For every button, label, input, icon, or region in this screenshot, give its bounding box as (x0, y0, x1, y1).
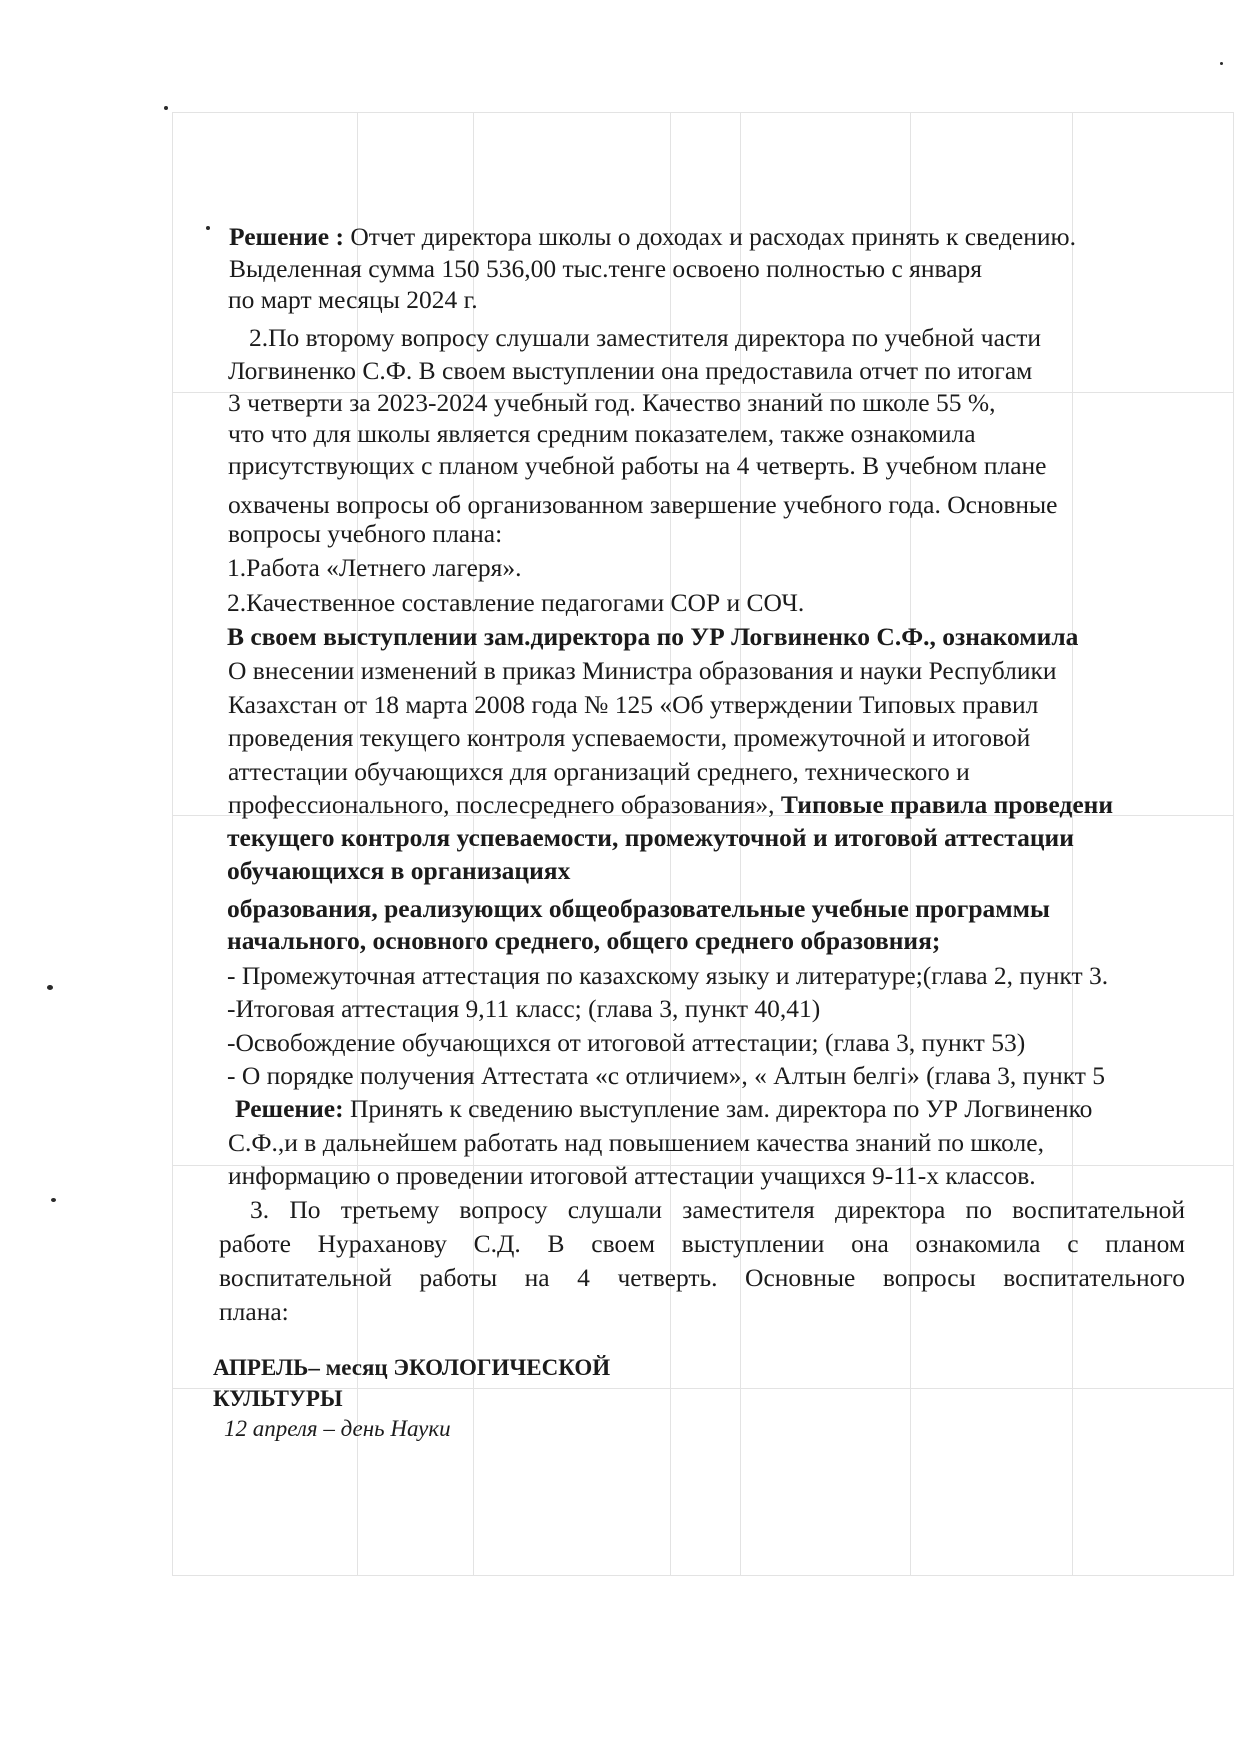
decision-2-line-3: информацию о проведении итоговой аттестации учащихся 9-11-х классов. (228, 1161, 1036, 1190)
decision-1-line-1: Решение : Отчет директора школы о доходах и расходах принять к сведению. (229, 222, 1076, 251)
rules-title-line: начального, основного среднего, общего среднего образовния; (227, 926, 941, 955)
decision-2-label: Решение: (235, 1094, 344, 1123)
attestation-bullet: -Освобождение обучающихся от итоговой аттестации; (глава 3, пункт 53) (227, 1028, 1026, 1057)
april-heading: АПРЕЛЬ– месяц ЭКОЛОГИЧЕСКОЙ (213, 1355, 611, 1380)
scan-speck (164, 106, 168, 110)
decision-1-line-2: Выделенная сумма 150 536,00 тыс.тенге освоено полностью с января (229, 254, 983, 283)
scan-speck (206, 226, 210, 230)
order-line: аттестации обучающихся для организаций среднего, технического и (228, 757, 970, 786)
decision-1-line-3: по март месяцы 2024 г. (228, 285, 478, 314)
item-2-line: что что для школы является средним показателем, также ознакомила (228, 419, 976, 448)
science-day: 12 апреля – день Науки (224, 1416, 451, 1441)
rules-title-line: текущего контроля успеваемости, промежуточной и итоговой аттестации (227, 823, 1074, 852)
item-2-line: 1.Работа «Летнего лагеря». (227, 553, 522, 582)
order-line: Казахстан от 18 марта 2008 года № 125 «Об утверждении Типовых правил (228, 690, 1039, 719)
decision-1-label: Решение : (229, 222, 344, 251)
item-2-line: вопросы учебного плана: (228, 519, 503, 548)
attestation-bullet: - Промежуточная аттестация по казахскому языку и литературе;(глава 2, пункт 3. (227, 961, 1109, 990)
scan-speck (1220, 62, 1223, 65)
item-3-line: 3. По третьему вопросу слушали заместителя директора по воспитательной (250, 1195, 1185, 1224)
bleed-through-line (1233, 112, 1234, 1575)
rules-title-line: обучающихся в организациях (227, 856, 571, 885)
item-2-line: 2.По второму вопросу слушали заместителя директора по учебной части (249, 323, 1042, 352)
attestation-bullet: - О порядке получения Аттестата «с отличием», « Алтын белгі» (глава 3, пункт 5 (227, 1061, 1106, 1090)
bleed-through-line (172, 112, 1234, 113)
speech-heading: В своем выступлении зам.директора по УР Логвиненко С.Ф., ознакомила (227, 622, 1079, 651)
order-line-last: профессионального, послесреднего образования», Типовые правила проведени (228, 790, 1114, 819)
order-line: проведения текущего контроля успеваемости, промежуточной и итоговой (228, 723, 1031, 752)
bleed-through-line (172, 1575, 1234, 1576)
decision-2-line-1: Решение: Принять к сведению выступление зам. директора по УР Логвиненко (235, 1094, 1093, 1123)
item-3-line: воспитательной работы на 4 четверть. Основные вопросы воспитательного (219, 1263, 1185, 1292)
bleed-through-line (172, 112, 173, 1575)
item-2-line: Логвиненко С.Ф. В своем выступлении она предоставила отчет по итогам (228, 356, 1033, 385)
decision-2-line-2: С.Ф.,и в дальнейшем работать над повышением качества знаний по школе, (228, 1128, 1044, 1157)
item-3-line: работе Нураханову С.Д. В своем выступлении она ознакомила с планом (219, 1229, 1185, 1258)
scan-speck (47, 985, 53, 990)
item-2-line: 3 четверти за 2023-2024 учебный год. Качество знаний по школе 55 %, (228, 388, 996, 417)
scan-speck (51, 1198, 56, 1202)
item-2-line: охвачены вопросы об организованном завершение учебного года. Основные (228, 490, 1058, 519)
order-line: О внесении изменений в приказ Министра образования и науки Республики (228, 656, 1057, 685)
item-2-line: присутствующих с планом учебной работы на 4 четверть. В учебном плане (228, 451, 1047, 480)
attestation-bullet: -Итоговая аттестация 9,11 класс; (глава 3, пункт 40,41) (227, 994, 821, 1023)
april-heading: КУЛЬТУРЫ (213, 1386, 343, 1411)
item-3-line: плана: (219, 1297, 289, 1326)
rules-title-line: образования, реализующих общеобразовательные учебные программы (227, 894, 1050, 923)
item-2-line: 2.Качественное составление педагогами СОР и СОЧ. (227, 588, 805, 617)
